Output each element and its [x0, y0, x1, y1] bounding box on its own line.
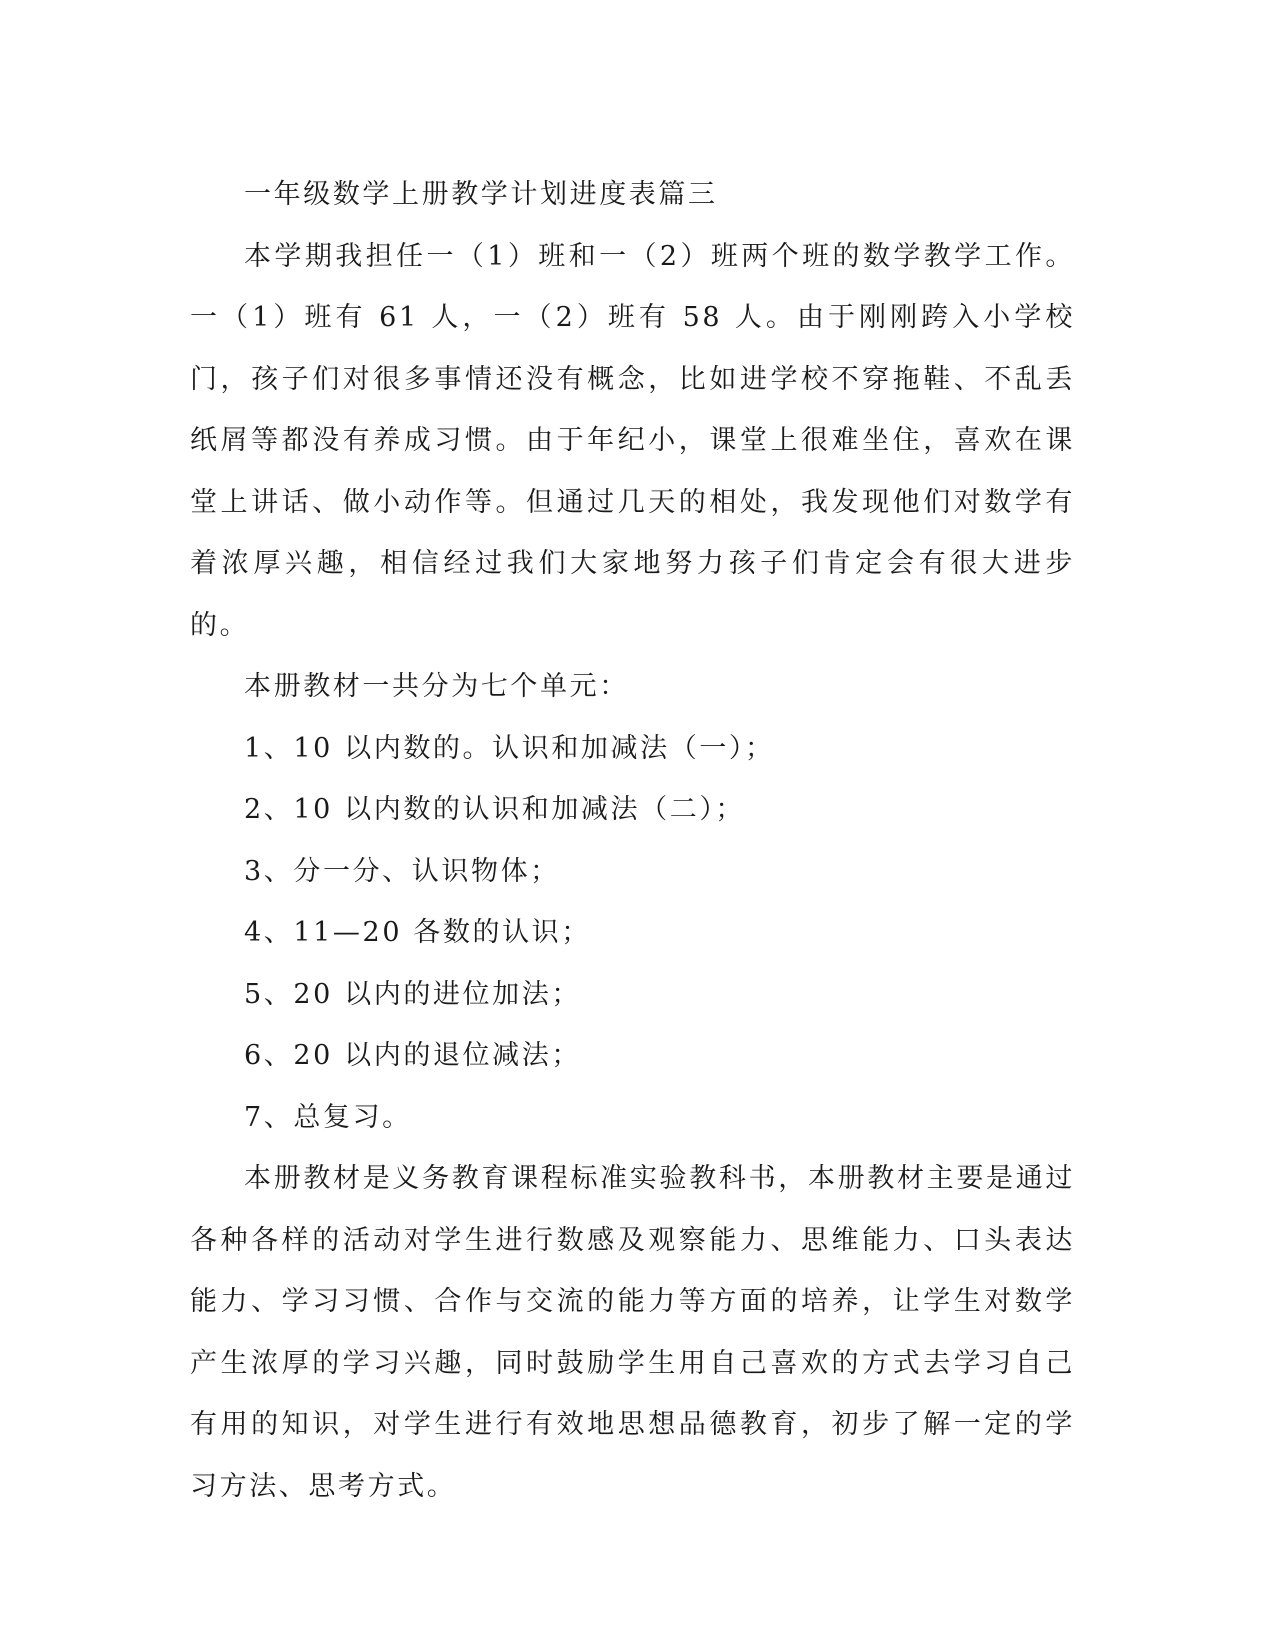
unit-item-2: 2、10 以内数的认识和加减法（二）；: [244, 794, 746, 825]
summary-paragraph: 本册教材是义务教育课程标准实验教科书，本册教材主要是通过各种各样的活动对学生进行数感及观察能力、思维能力、口头表达能力、学习习惯、合作与交流的能力等方面的培养，让学生对数学产生浓厚的学习兴趣，同时鼓励学生用自己喜欢的方式去学习自己有用的知识，对学生进行有效地思想品德教育，初步了解一定的学习方法、思考方式。: [190, 1163, 1075, 1502]
unit-item-6: 6、20 以内的退位减法；: [244, 1040, 581, 1071]
unit-item-4: 4、11—20 各数的认识；: [244, 917, 591, 948]
intro-paragraph: 本学期我担任一（1）班和一（2）班两个班的数学教学工作。一（1）班有 61 人，一（2）班有 58 人。由于刚刚跨入小学校门，孩子们对很多事情还没有概念，比如进学校不穿拖鞋、不乱丢纸屑等都没有养成习惯。由于年纪小，课堂上很难坐住，喜欢在课堂上讲话、做小动作等。但通过几天的相处，我发现他们对数学有着浓厚兴趣，相信经过我们大家地努力孩子们肯定会有很大进步的。: [190, 240, 1075, 641]
units-heading: 本册教材一共分为七个单元：: [244, 671, 629, 702]
unit-item-5: 5、20 以内的进位加法；: [244, 978, 581, 1010]
document-body: [190, 164, 1075, 1517]
unit-item-1: 1、10 以内数的。认识和加减法（一）；: [244, 732, 775, 764]
unit-item-7: 7、总复习。: [244, 1101, 412, 1133]
document-title: 一年级数学上册教学计划进度表篇三: [244, 179, 718, 210]
unit-item-3: 3、分一分、认识物体；: [244, 855, 560, 887]
